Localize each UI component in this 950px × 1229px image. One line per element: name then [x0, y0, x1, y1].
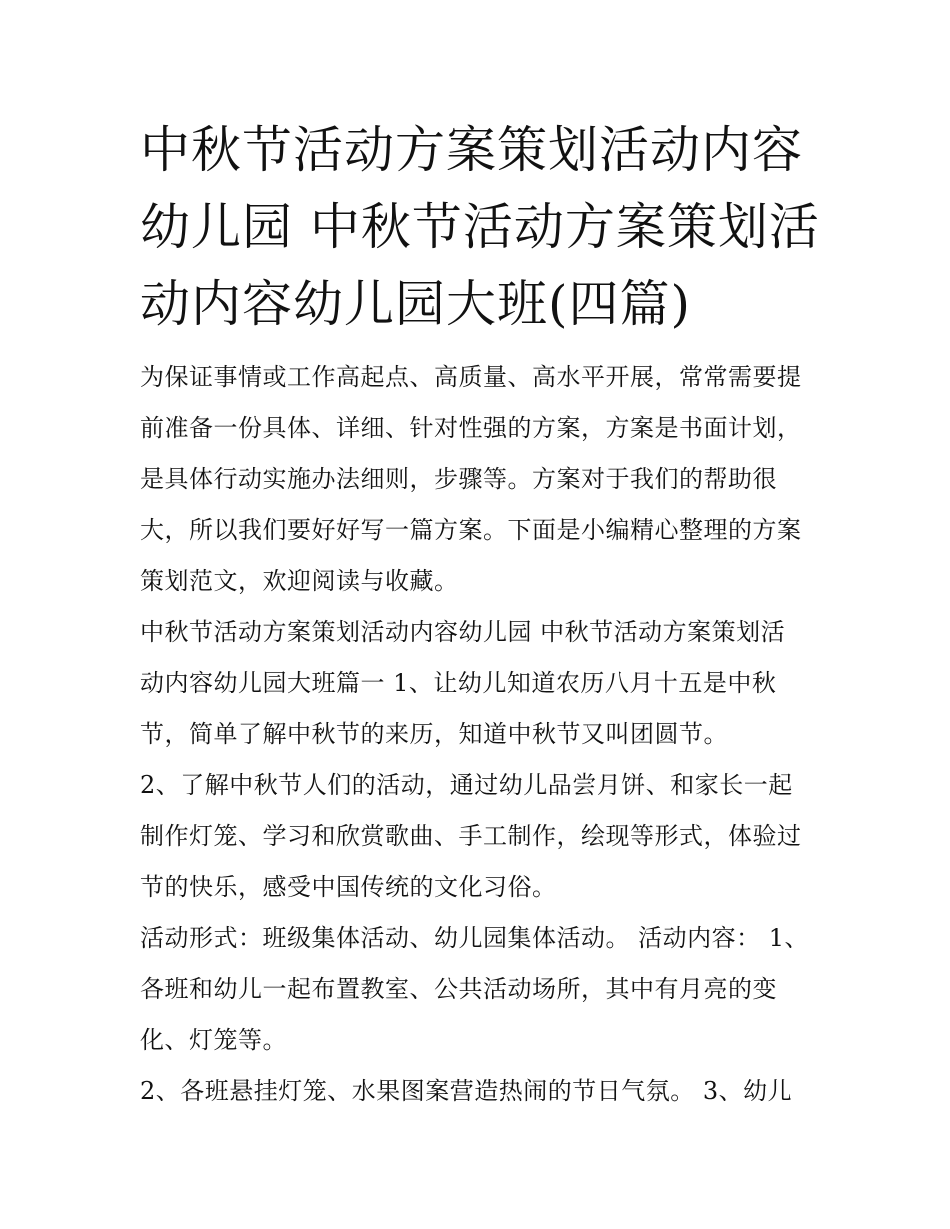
title-line: 中秋节活动方案策划活动内容: [140, 121, 803, 179]
body-text-line: 为保证事情或工作高起点、高质量、高水平开展，常常需要提: [140, 363, 802, 391]
body-text-line: 节的快乐，感受中国传统的文化习俗。: [140, 873, 557, 901]
title-line: 幼儿园 中秋节活动方案策划活: [140, 198, 820, 256]
body-text-line: 前准备一份具体、详细、针对性强的方案，方案是书面计划，: [140, 414, 802, 442]
body-text-line: 动内容幼儿园大班篇一 1、让幼儿知道农历八月十五是中秋: [140, 669, 777, 697]
body-text-line: 制作灯笼、学习和欣赏歌曲、手工制作，绘现等形式，体验过: [140, 822, 802, 850]
body-text-line: 活动形式：班级集体活动、幼儿园集体活动。 活动内容： 1、: [140, 924, 810, 952]
document-title: [140, 112, 820, 343]
body-text-line: 各班和幼儿一起布置教室、公共活动场所，其中有月亮的变: [140, 975, 777, 1003]
title-line: 动内容幼儿园大班(四篇): [140, 275, 692, 333]
body-text-line: 节，简单了解中秋节的来历，知道中秋节又叫团圆节。: [140, 720, 728, 748]
body-text-line: 策划范文，欢迎阅读与收藏。: [140, 567, 459, 595]
body-text-line: 2、了解中秋节人们的活动，通过幼儿品尝月饼、和家长一起: [140, 771, 793, 799]
body-text-line: 是具体行动实施办法细则，步骤等。方案对于我们的帮助很: [140, 465, 777, 493]
body-text-line: 大，所以我们要好好写一篇方案。下面是小编精心整理的方案: [140, 516, 802, 544]
body-text-line: 2、各班悬挂灯笼、水果图案营造热闹的节日气氛。 3、幼儿: [140, 1077, 793, 1105]
body-text-line: 化、灯笼等。: [140, 1026, 287, 1054]
body-text-line: 中秋节活动方案策划活动内容幼儿园 中秋节活动方案策划活: [140, 618, 786, 646]
